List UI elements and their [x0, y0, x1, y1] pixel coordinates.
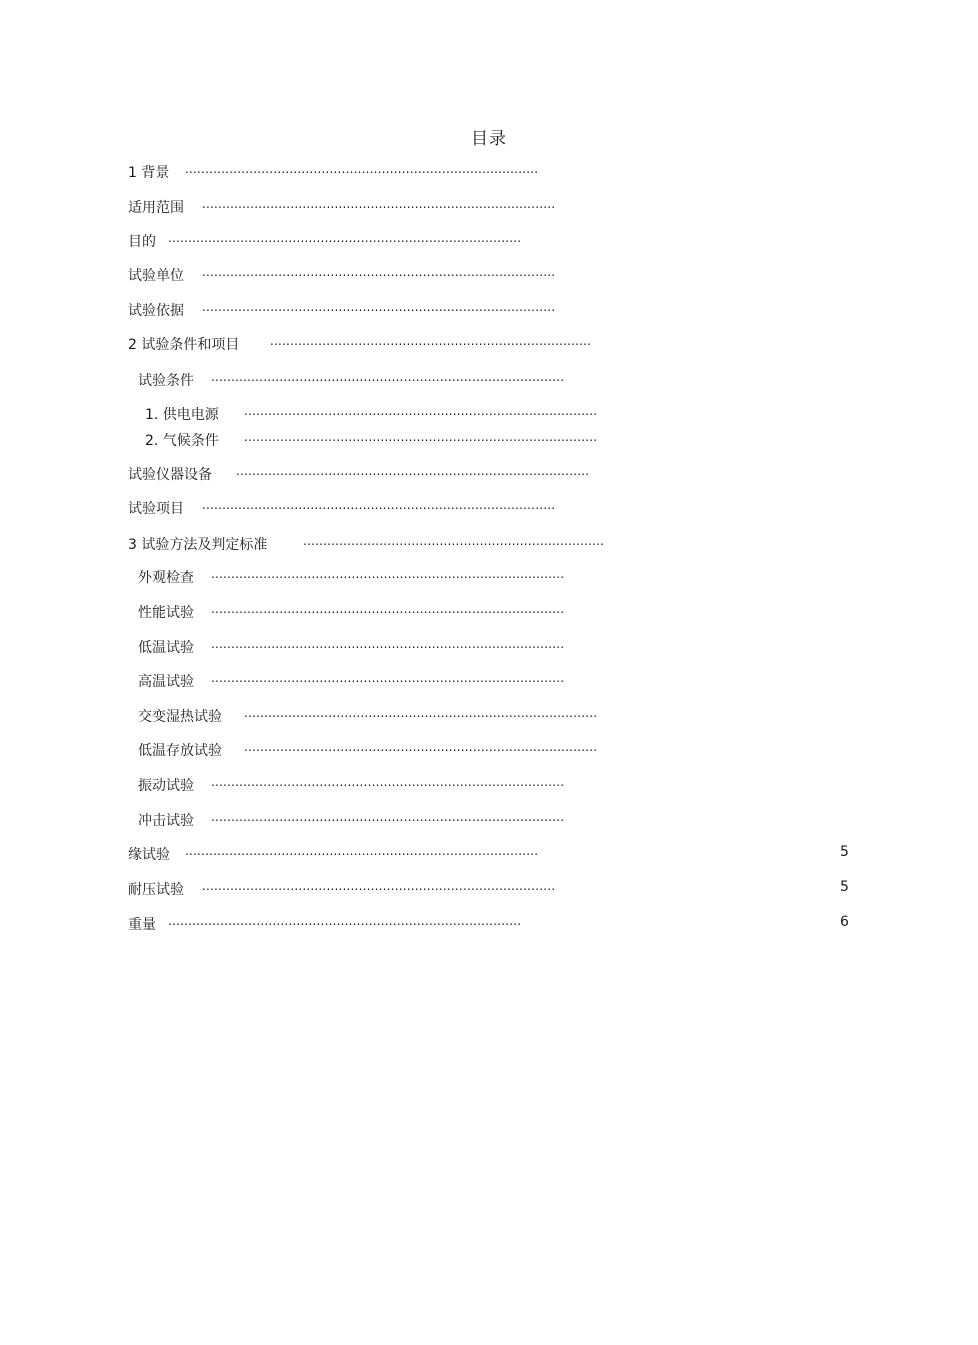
toc-page-number: 5: [840, 844, 849, 860]
toc-leader-dots: ........................................................................................: [168, 231, 522, 245]
toc-leader-dots: ........................................................................................: [244, 404, 598, 418]
toc-entry-label: 试验项目: [128, 501, 184, 517]
toc-entry[interactable]: [138, 567, 565, 587]
toc-entry-label: 重量: [128, 917, 156, 933]
toc-entry-label: 3 试验方法及判定标准: [128, 537, 268, 553]
toc-entry[interactable]: [128, 231, 522, 251]
toc-entry-label: 交变湿热试验: [138, 709, 222, 725]
toc-leader-dots: ........................................................................................: [202, 300, 556, 314]
toc-leader-dots: ........................................................................................: [211, 602, 565, 616]
toc-entry-label: 低温试验: [138, 640, 194, 656]
toc-entry-label: 目的: [128, 234, 156, 250]
toc-entry[interactable]: [128, 879, 556, 899]
toc-leader-dots: ........................................................................................: [211, 671, 565, 685]
toc-entry-label: 试验依据: [128, 303, 184, 319]
toc-leader-dots: ................................................................................: [270, 334, 592, 348]
toc-entry[interactable]: [128, 162, 539, 182]
toc-entry-label: 缘试验: [128, 847, 170, 863]
toc-entry[interactable]: [128, 914, 522, 934]
toc-entry-label: 试验条件: [138, 373, 194, 389]
toc-leader-dots: ...........................................................................: [303, 534, 605, 548]
toc-entry[interactable]: [128, 534, 605, 554]
toc-entry-label: 振动试验: [138, 778, 194, 794]
toc-entry-label: 试验仪器设备: [128, 467, 212, 483]
toc-leader-dots: ........................................................................................: [168, 914, 522, 928]
toc-leader-dots: ........................................................................................: [202, 498, 556, 512]
toc-entry[interactable]: [128, 498, 556, 518]
toc-leader-dots: ........................................................................................: [244, 430, 598, 444]
toc-entry[interactable]: [128, 265, 556, 285]
toc-leader-dots: ........................................................................................: [211, 370, 565, 384]
toc-entry-label: 适用范围: [128, 200, 184, 216]
toc-entry-label: 低温存放试验: [138, 743, 222, 759]
toc-leader-dots: ........................................................................................: [202, 879, 556, 893]
toc-entry[interactable]: [128, 300, 556, 320]
toc-entry[interactable]: [138, 370, 565, 390]
toc-entry[interactable]: [128, 844, 539, 864]
toc-entry-label: 2 试验条件和项目: [128, 337, 240, 353]
toc-page-number: 6: [840, 914, 849, 930]
toc-leader-dots: ........................................................................................: [211, 810, 565, 824]
toc-entry[interactable]: [138, 637, 565, 657]
toc-entry-label: 2. 气候条件: [145, 433, 219, 449]
toc-page-number: 5: [840, 879, 849, 895]
toc-leader-dots: ........................................................................................: [211, 637, 565, 651]
toc-entry[interactable]: [145, 404, 598, 424]
toc-leader-dots: ........................................................................................: [211, 775, 565, 789]
toc-entry-label: 1 背景: [128, 165, 170, 181]
toc-entry[interactable]: [145, 430, 598, 450]
toc-entry-label: 性能试验: [138, 605, 194, 621]
toc-entry[interactable]: [138, 602, 565, 622]
toc-entry[interactable]: [138, 671, 565, 691]
toc-leader-dots: ........................................................................................: [185, 844, 539, 858]
toc-entry[interactable]: [128, 197, 556, 217]
toc-entry-label: 试验单位: [128, 268, 184, 284]
toc-entry[interactable]: [128, 464, 590, 484]
toc-leader-dots: ........................................................................................: [244, 706, 598, 720]
toc-entry-label: 外观检查: [138, 570, 194, 586]
toc-leader-dots: ........................................................................................: [202, 265, 556, 279]
toc-leader-dots: ........................................................................................: [211, 567, 565, 581]
toc-entry-label: 耐压试验: [128, 882, 184, 898]
toc-entry[interactable]: [128, 334, 592, 354]
toc-entry[interactable]: [138, 810, 565, 830]
toc-entry[interactable]: [138, 740, 598, 760]
toc-leader-dots: ........................................................................................: [244, 740, 598, 754]
toc-entry-label: 高温试验: [138, 674, 194, 690]
toc-entry-label: 冲击试验: [138, 813, 194, 829]
toc-title: 目录: [471, 129, 507, 149]
toc-leader-dots: ........................................................................................: [185, 162, 539, 176]
toc-entry-label: 1. 供电电源: [145, 407, 219, 423]
toc-leader-dots: ........................................................................................: [202, 197, 556, 211]
toc-entry[interactable]: [138, 775, 565, 795]
toc-leader-dots: ........................................................................................: [236, 464, 590, 478]
toc-entry[interactable]: [138, 706, 598, 726]
